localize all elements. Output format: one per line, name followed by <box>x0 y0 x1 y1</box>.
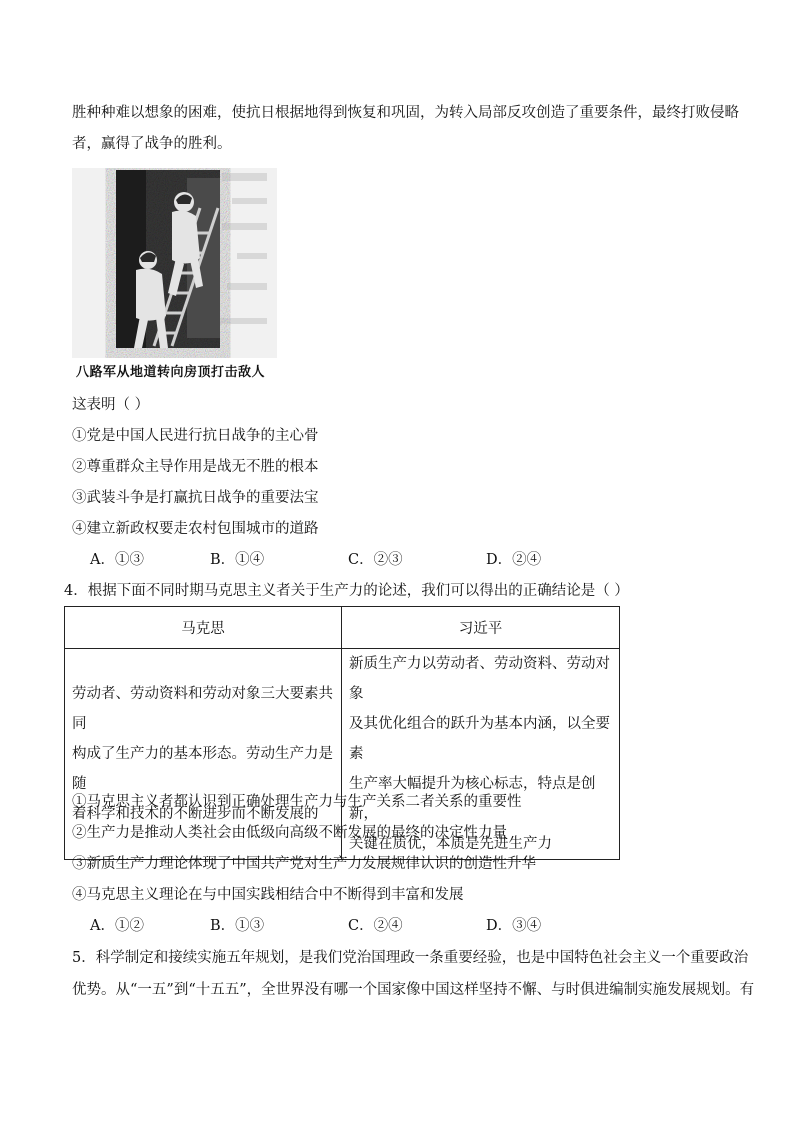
q3-choice-c[interactable]: C．②③ <box>348 552 403 568</box>
marx-line-1: 劳动者、劳动资料和劳动对象三大要素共同 <box>72 686 333 732</box>
q5-line-1: 5．科学制定和接续实施五年规划，是我们党治国理政一条重要经验，也是中国特色社会主义一个重要政治 <box>72 950 749 966</box>
q3-choice-a[interactable]: A．①③ <box>90 552 144 568</box>
q4-choice-d[interactable]: D．③④ <box>486 918 542 934</box>
marx-line-2: 构成了生产力的基本形态。劳动生产力是随 <box>72 746 333 792</box>
q3-stem: 这表明（ ） <box>72 397 150 413</box>
productivity-comparison-table <box>64 606 620 860</box>
xi-line-1: 新质生产力以劳动者、劳动资料、劳动对象 <box>349 656 610 702</box>
q3-option-2: ②尊重群众主导作用是战无不胜的根本 <box>72 459 319 475</box>
q4-option-4: ④马克思主义理论在与中国实践相结合中不断得到丰富和发展 <box>72 887 464 903</box>
q4-option-1: ①马克思主义者都认识到正确处理生产力与生产关系二者关系的重要性 <box>72 794 522 810</box>
intro-line-1: 胜种种难以想象的困难，使抗日根据地得到恢复和巩固，为转入局部反攻创造了重要条件，最终打败侵略 <box>72 105 739 121</box>
q5-line-2: 优势。从“一五”到“十五五”，全世界没有哪一个国家像中国这样坚持不懈、与时俱进编制实施发展规划。有 <box>72 982 755 998</box>
q3-choice-d[interactable]: D．②④ <box>486 552 542 568</box>
q4-choice-a[interactable]: A．①② <box>90 918 144 934</box>
xi-line-4: 关键在质优，本质是先进生产力 <box>349 836 552 852</box>
intro-line-2: 者，赢得了战争的胜利。 <box>72 136 232 152</box>
marx-line-3: 着科学和技术的不断进步而不断发展的 <box>72 806 319 822</box>
table-header-xi: 习近平 <box>342 607 620 649</box>
q3-option-1: ①党是中国人民进行抗日战争的主心骨 <box>72 428 319 444</box>
q4-choice-b[interactable]: B．①③ <box>210 918 265 934</box>
table-header-marx: 马克思 <box>65 607 342 649</box>
historical-photo <box>72 168 277 358</box>
q3-option-4: ④建立新政权要走农村包围城市的道路 <box>72 521 319 537</box>
q4-option-2: ②生产力是推动人类社会由低级向高级不断发展的最终的决定性力量 <box>72 825 507 841</box>
q4-stem: 4．根据下面不同时期马克思主义者关于生产力的论述，我们可以得出的正确结论是（ ） <box>64 583 629 599</box>
q3-choice-b[interactable]: B．①④ <box>210 552 265 568</box>
photo-caption: 八路军从地道转向房顶打击敌人 <box>76 365 266 380</box>
q3-option-3: ③武装斗争是打赢抗日战争的重要法宝 <box>72 490 319 506</box>
q4-option-3: ③新质生产力理论体现了中国共产党对生产力发展规律认识的创造性升华 <box>72 856 536 872</box>
xi-line-3: 生产率大幅提升为核心标志，特点是创新， <box>349 776 596 822</box>
q4-choice-c[interactable]: C．②④ <box>348 918 403 934</box>
soldiers-climbing-ladder-image <box>72 168 277 358</box>
xi-line-2: 及其优化组合的跃升为基本内涵，以全要素 <box>349 716 610 762</box>
